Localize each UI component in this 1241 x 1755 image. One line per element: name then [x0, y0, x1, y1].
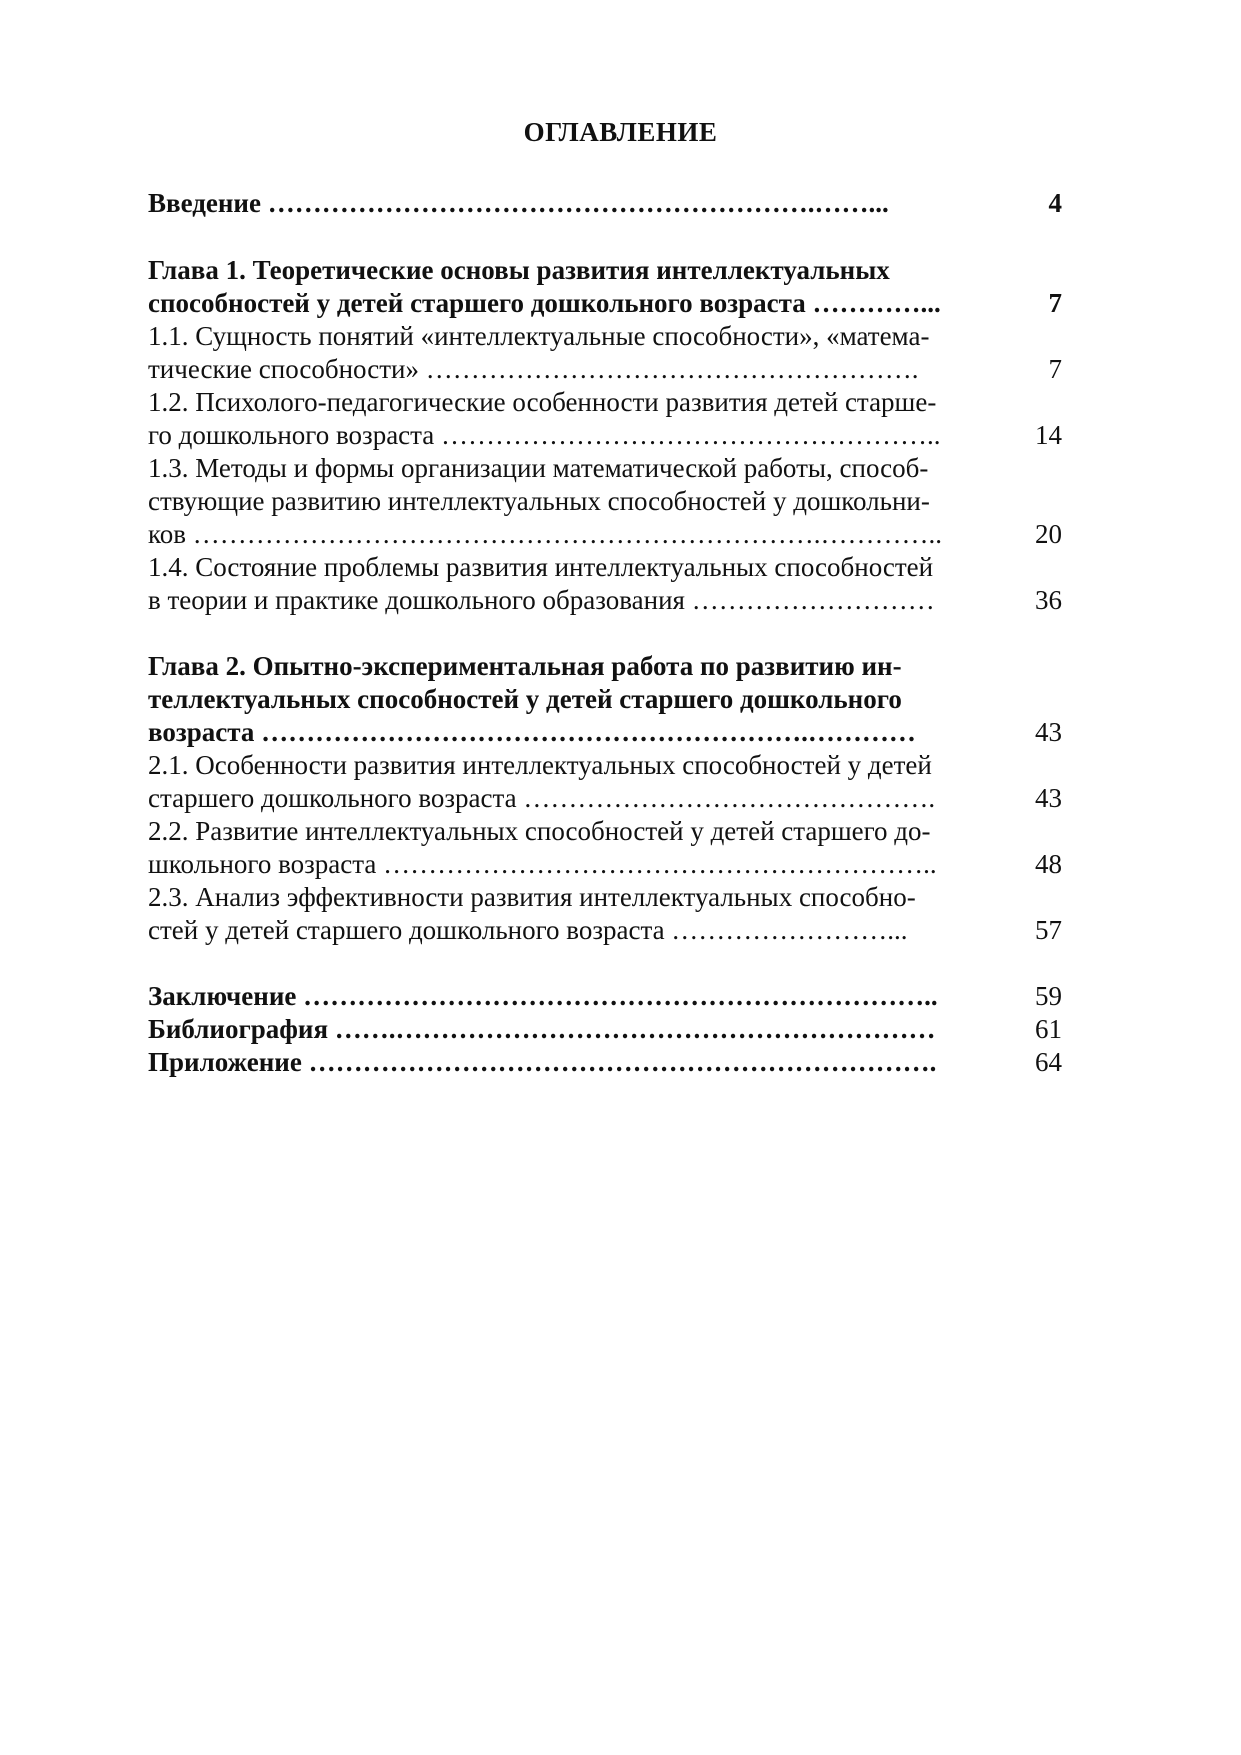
toc-section-2-2: 2.2. Развитие интеллектуальных способностей у детей старшего до- — [148, 816, 931, 846]
toc-chapter-2-heading: теллектуальных способностей у детей старшего дошкольного — [148, 684, 902, 714]
toc-section-1-4: в теории и практике дошкольного образования ……………………… — [148, 585, 935, 615]
toc-page-number: 57 — [1035, 915, 1062, 945]
toc-page-number: 59 — [1035, 981, 1062, 1011]
toc-page-number: 14 — [1035, 420, 1062, 450]
toc-page-number: 20 — [1035, 519, 1062, 549]
toc-section-2-3: 2.3. Анализ эффективности развития интеллектуальных способно- — [148, 882, 916, 912]
toc-section-2-3: стей у детей старшего дошкольного возраста ……………………... — [148, 915, 908, 945]
toc-page-number: 7 — [1048, 288, 1062, 318]
toc-section-1-3: ствующие развитию интеллектуальных способностей у дошкольни- — [148, 486, 930, 516]
toc-section-1-1: тические способности» ………………………………………………. — [148, 354, 919, 384]
toc-section-1-3: 1.3. Методы и формы организации математической работы, способ- — [148, 453, 929, 483]
toc-chapter-1-heading: способностей у детей старшего дошкольного возраста …………... — [148, 288, 941, 318]
toc-entry-conclusion: Заключение …………………………………………………………….. — [148, 981, 938, 1011]
toc-page-number: 4 — [1048, 188, 1062, 218]
toc-entry-introduction: Введение …………………………………………………….……... — [148, 188, 889, 218]
toc-page-number: 43 — [1035, 783, 1062, 813]
toc-section-2-1: 2.1. Особенности развития интеллектуальных способностей у детей — [148, 750, 932, 780]
toc-section-2-2: школьного возраста …………………………………………………….. — [148, 849, 937, 879]
toc-section-1-2: го дошкольного возраста ……………………………………………….. — [148, 420, 941, 450]
toc-page-number: 64 — [1035, 1047, 1062, 1077]
toc-section-1-2: 1.2. Психолого-педагогические особенности развития детей старше- — [148, 387, 937, 417]
toc-section-1-1: 1.1. Сущность понятий «интеллектуальные способности», «матема- — [148, 321, 930, 351]
toc-section-1-4: 1.4. Состояние проблемы развития интеллектуальных способностей — [148, 552, 934, 582]
toc-title: ОГЛАВЛЕНИЕ — [523, 117, 718, 147]
toc-page-number: 48 — [1035, 849, 1062, 879]
toc-page-number: 36 — [1035, 585, 1062, 615]
toc-chapter-1-heading: Глава 1. Теоретические основы развития интеллектуальных — [148, 255, 890, 285]
toc-entry-appendix: Приложение ……………………………………………………………. — [148, 1047, 937, 1077]
toc-section-1-3: ков …………………………………………………………….………….. — [148, 519, 942, 549]
toc-chapter-2-heading: Глава 2. Опытно-экспериментальная работа по развитию ин- — [148, 651, 902, 681]
toc-page-number: 7 — [1048, 354, 1062, 384]
toc-page-number: 43 — [1035, 717, 1062, 747]
toc-entry-bibliography: Библиография …….…………………………………………………… — [148, 1014, 936, 1044]
toc-page-number: 61 — [1035, 1014, 1062, 1044]
toc-chapter-2-heading: возраста …………………………………………………….………… — [148, 717, 916, 747]
toc-section-2-1: старшего дошкольного возраста ………………………………………. — [148, 783, 936, 813]
